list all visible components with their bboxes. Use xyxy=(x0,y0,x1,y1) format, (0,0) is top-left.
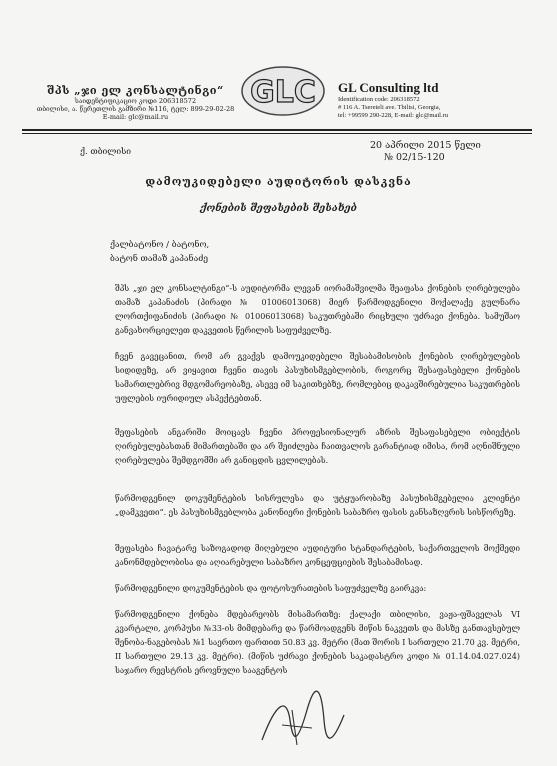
paragraph: შპს „ჯი ელ კონსალტინგი“-ს აუდიტორმა ლევან იორამაშვილმა შეაფასა ქონების ღირებულება თამაზ კაპანაძის (პირადი № 01006013068) მიერ წარმოდგენილი მოქალაქე გულნარა ლორთქიფანიძის (პირადი № 01006013068) საკუთრებაში რიცხული უძრავი ქონება. სამუშაო განვახორციელეთ დაკვეთის წერილის საფუძველზე. xyxy=(115,284,520,335)
letterhead-english xyxy=(338,80,538,120)
paragraph: წარმოდგენილი ქონება მდებარეობს მისამართზე: ქალაქი თბილისი, ვაჟა-ფშაველას VI კვარტალი, კორპუსი №33-ის მიმდებარე და წარმოადგენს მიწის ნაკვეთს და მასზე განთავსებულ შენობა-ნაგებობას №1 საერთო ფართით 50.83 კვ. მეტრი (მათ შორის I სართული 21.70 კვ. მეტრი, II სართული 29.13 კვ. მეტრი). (მიწის უძრავი ქონების საკადასტრო კოდი № 01.14.04.027.024) საჯარო რეესტრის ეროვნული სააგენტოს xyxy=(115,610,520,675)
letterhead xyxy=(0,0,557,140)
paragraph: შეფასების ანგარიში მოიცავს ჩვენი პროფესიონალურ აზრის შესაფასებელი ობიექტის ღირებულებასთან მიმართებაში და არ შეიძლება ჩაითვალოს გარანტიად იმისა, რომ აღნიშნული ღირებულება შემდგომში არ განიცდის ცვლილებას. xyxy=(115,428,520,465)
addressee-line-1: ქალბატონო / ბატონო, xyxy=(110,240,210,250)
letterhead-georgian xyxy=(28,84,243,121)
company-email-georgian: E-mail: glc@mail.ru xyxy=(102,113,169,121)
document-number: № 02/15-120 xyxy=(384,152,445,163)
header-divider xyxy=(22,129,532,131)
company-id-georgian: საიდენტიფიკაციო კოდი 206318572 xyxy=(74,97,197,105)
company-address-english: # 116 A. Tsereteli ave. Tbilisi, Georgia, xyxy=(338,104,441,111)
logo-text: GLC xyxy=(250,75,316,110)
city-label: ქ. თბილისი xyxy=(80,147,132,157)
paragraph: ჩვენ გავეცანით, რომ არ გვაქვს დამოუკიდებელი შესაბამისობის ქონების ღირებულების სიდიდეზე, არ ვიყავით ჩვენი თავის პასუხისმგებლობის, როგორც შესაფასებელი ქონების სამართლებრივ მდგომარეობაზე, ასევე იმ საკითხებზე, რომლებიც დაკავშირებულია საკუთრების უფლების იურიდიულ ასპექტებთან. xyxy=(115,352,520,403)
paragraph: შეფასება ჩავატარე საზოგადოდ მიღებული აუდიტური სტანდარტების, საქართველოს მოქმედი კანონმდებლობისა და აღიარებული საბაზრო კონცეფციების შესაბამისად. xyxy=(115,544,520,567)
addressee-line-2: ბატონ თამაზ კაპანაძე xyxy=(110,254,208,264)
company-name-english: GL Consulting ltd xyxy=(338,80,439,95)
company-name-georgian: შპს „ჯი ელ კონსალტინგი“ xyxy=(47,84,224,97)
document-title: დამოუკიდებელი აუდიტორის დასკვნა xyxy=(145,175,412,188)
document-date: 20 აპრილი 2015 წელი xyxy=(370,140,481,151)
company-address-georgian: თბილისი, ა. წერეთლის გამზირი №116, ტელ: 899-29-02-28 xyxy=(36,105,235,113)
company-contact-english: tel: +99599 290-228, E-mail: glc@mail.ru xyxy=(338,112,449,119)
paragraph: წარმოდგენილ დოკუმენტების სისრულესა და უტყუარობაზე პასუხისმგებელია კლიენტი „დამკვეთი“. ეს პასუხისმგებლობა კანონიერი ქონების საბაზრო ფასის განსაზღვრის სისწორეზე. xyxy=(115,494,520,517)
header-divider-thin xyxy=(22,133,532,134)
document-subtitle: ქონების შეფასების შესახებ xyxy=(200,203,357,214)
company-id-english: Identification code: 206318572 xyxy=(338,96,420,103)
glc-logo xyxy=(240,65,326,117)
paragraph: წარმოდგენილი დოკუმენტების და ფოტოსურათების საფუძველზე გაირკვა: xyxy=(115,584,427,593)
handwritten-signature xyxy=(252,690,352,750)
